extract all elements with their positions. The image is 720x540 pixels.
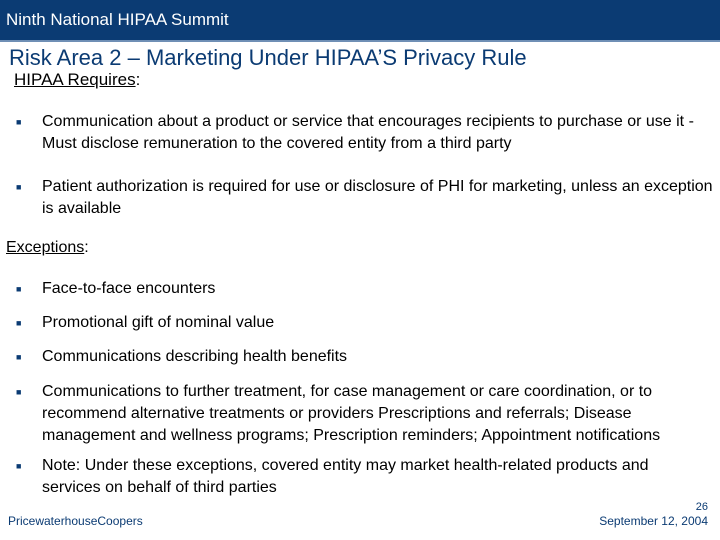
bullet-text: Communications describing health benefits — [42, 348, 348, 365]
bullet-square-icon: ■ — [16, 387, 22, 397]
exceptions-heading-colon: : — [84, 239, 89, 256]
exceptions-heading-label: Exceptions — [6, 239, 85, 256]
requires-heading-colon: : — [135, 70, 141, 89]
bullet-square-icon: ■ — [16, 352, 22, 362]
header-bar — [0, 0, 720, 40]
bullet-square-icon: ■ — [16, 461, 22, 471]
footer-date: September 12, 2004 — [599, 514, 708, 528]
bullet-square-icon: ■ — [16, 318, 22, 328]
bullet-square-icon: ■ — [16, 117, 22, 127]
slide-title: Risk Area 2 – Marketing Under HIPAA’S Privacy Rule — [9, 45, 527, 70]
exception-bullet-5 — [16, 455, 692, 499]
bullet-text: Face-to-face encounters — [42, 280, 216, 297]
bullet-text: Patient authorization is required for use or disclosure of PHI for marketing, unless an exception is available — [42, 178, 713, 217]
exception-bullet-4 — [16, 381, 718, 447]
requires-bullet-1 — [16, 111, 718, 155]
exceptions-heading — [6, 237, 89, 259]
conference-name: Ninth National HIPAA Summit — [6, 10, 229, 29]
requires-bullet-2 — [16, 176, 718, 220]
exception-bullet-2 — [16, 312, 718, 334]
bullet-text: Promotional gift of nominal value — [42, 314, 275, 331]
requires-heading — [14, 69, 140, 91]
bullet-text: Note: Under these exceptions, covered entity may market health-related products and services on behalf of third parties — [42, 457, 649, 496]
footer-company: PricewaterhouseCoopers — [8, 514, 143, 528]
bullet-text: Communication about a product or service that encourages recipients to purchase or use it - Must disclose remuneration to the covered entity from a third party — [42, 113, 694, 152]
exception-bullet-1 — [16, 278, 718, 300]
bullet-square-icon: ■ — [16, 182, 22, 192]
bullet-text: Communications to further treatment, for case management or care coordination, or to recommend alternative treatments or providers Prescriptions and referrals; Disease management and wellness programs; Prescription reminders; Appointment notifications — [42, 383, 661, 444]
bullet-square-icon: ■ — [16, 284, 22, 294]
page-number: 26 — [695, 501, 708, 513]
requires-heading-label: HIPAA Requires — [14, 70, 136, 89]
header-divider — [0, 40, 720, 42]
exception-bullet-3 — [16, 346, 718, 368]
